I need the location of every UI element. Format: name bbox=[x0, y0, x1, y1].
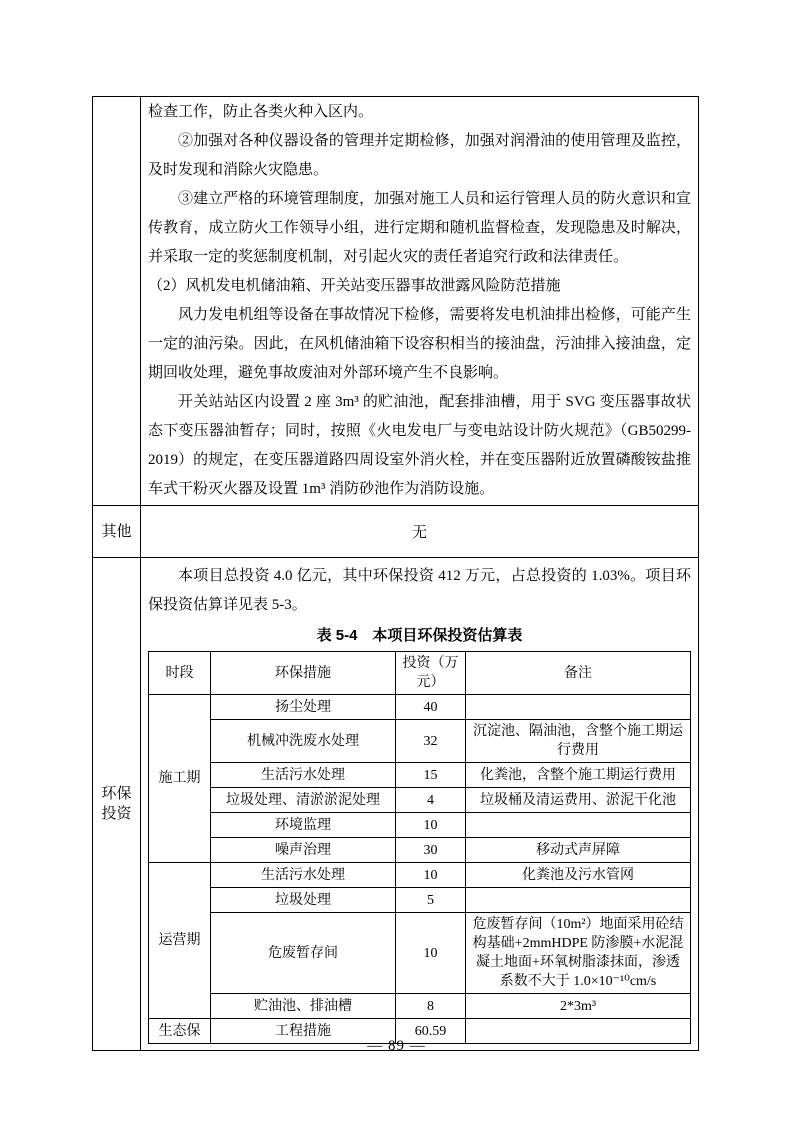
header-period: 时段 bbox=[149, 652, 211, 695]
investment-intro: 本项目总投资 4.0 亿元，其中环保投资 412 万元，占总投资的 1.03%。项目环保投资估算详见表 5-3。 bbox=[148, 568, 691, 613]
cell-period: 运营期 bbox=[149, 863, 211, 1019]
risk-paragraph: 风力发电机组等设备在事故情况下检修，需要将发电机油排出检修，可能产生一定的油污染。因此，在风机储油箱下设容积相当的接油盘，污油排入接油盘，定期回收处理，避免事故废油对外部环境产生不良影响。 bbox=[148, 307, 691, 381]
cell-note bbox=[466, 888, 691, 913]
risk-paragraph: ②加强对各种仪器设备的管理并定期检修，加强对润滑油的使用管理及监控，及时发现和消除火灾隐患。 bbox=[148, 133, 691, 178]
table-row bbox=[149, 863, 691, 888]
table-row bbox=[149, 813, 691, 838]
cell-cost: 10 bbox=[396, 813, 466, 838]
investment-table-title: 表 5-4 本项目环保投资估算表 bbox=[316, 627, 523, 644]
cell-note: 移动式声屏障 bbox=[466, 838, 691, 863]
risk-measures-content bbox=[141, 97, 698, 505]
cell-cost: 32 bbox=[396, 720, 466, 763]
cell-note: 危废暂存间（10m²）地面采用砼结构基础+2mmHDPE 防渗膜+水泥混凝土地面+环氧树脂漆抹面，渗透系数不大于 1.0×10⁻¹⁰cm/s bbox=[466, 913, 691, 994]
cell-period: 施工期 bbox=[149, 695, 211, 863]
risk-paragraph: 开关站站区内设置 2 座 3m³ 的贮油池，配套排油槽，用于 SVG 变压器事故状态下变压器油暂存；同时，按照《火电发电厂与变电站设计防火规范》（GB50299-2019）的规定，在变压器道路四周设室外消火栓，并在变压器附近放置磷酸铵盐推车式干粉灭火器及设置 1m³ 消防砂池作为消防设施。 bbox=[148, 394, 691, 497]
cell-note: 化粪池，含整个施工期运行费用 bbox=[466, 763, 691, 788]
investment-content bbox=[141, 558, 698, 1050]
cell-note bbox=[466, 813, 691, 838]
cell-cost: 8 bbox=[396, 994, 466, 1019]
cell-cost: 10 bbox=[396, 863, 466, 888]
cell-cost: 60.59 bbox=[396, 1019, 466, 1044]
cell-cost: 4 bbox=[396, 788, 466, 813]
page-number: — 89 — bbox=[367, 1038, 426, 1054]
risk-paragraph: 检查工作，防止各类火种入区内。 bbox=[148, 104, 374, 120]
cell-measure: 机械冲洗废水处理 bbox=[211, 720, 396, 763]
cell-measure: 生活污水处理 bbox=[211, 863, 396, 888]
cell-note bbox=[466, 695, 691, 720]
report-outer-table bbox=[92, 96, 699, 1051]
cell-cost: 40 bbox=[396, 695, 466, 720]
investment-row-label: 环保投资 bbox=[93, 558, 141, 1050]
other-row-label: 其他 bbox=[93, 506, 141, 557]
cell-note: 垃圾桶及清运费用、淤泥干化池 bbox=[466, 788, 691, 813]
cell-cost: 15 bbox=[396, 763, 466, 788]
cell-measure: 生活污水处理 bbox=[211, 763, 396, 788]
cell-cost: 10 bbox=[396, 913, 466, 994]
header-cost: 投资（万元） bbox=[396, 652, 466, 695]
cell-measure: 噪声治理 bbox=[211, 838, 396, 863]
cell-measure: 环境监理 bbox=[211, 813, 396, 838]
risk-row-label-empty bbox=[93, 97, 141, 505]
table-row bbox=[149, 913, 691, 994]
table-row bbox=[149, 763, 691, 788]
investment-row bbox=[93, 558, 698, 1050]
cell-note: 2*3m³ bbox=[466, 994, 691, 1019]
header-note: 备注 bbox=[466, 652, 691, 695]
table-row bbox=[149, 720, 691, 763]
table-row bbox=[149, 838, 691, 863]
risk-paragraph: ③建立严格的环境管理制度，加强对施工人员和运行管理人员的防火意识和宣传教育，成立防火工作领导小组，进行定期和随机监督检查，发现隐患及时解决，并采取一定的奖惩制度机制，对引起火灾的责任者追究行政和法律责任。 bbox=[148, 191, 691, 265]
cell-measure: 垃圾处理 bbox=[211, 888, 396, 913]
other-row bbox=[93, 506, 698, 558]
table-row bbox=[149, 695, 691, 720]
cell-note: 化粪池及污水管网 bbox=[466, 863, 691, 888]
table-row bbox=[149, 788, 691, 813]
cell-measure: 贮油池、排油槽 bbox=[211, 994, 396, 1019]
cell-cost: 30 bbox=[396, 838, 466, 863]
cell-period: 生态保 bbox=[149, 1019, 211, 1044]
cell-measure: 垃圾处理、清淤淤泥处理 bbox=[211, 788, 396, 813]
table-row bbox=[149, 888, 691, 913]
investment-table-header-row bbox=[149, 652, 691, 695]
other-row-value: 无 bbox=[411, 525, 427, 541]
cell-cost: 5 bbox=[396, 888, 466, 913]
header-measure: 环保措施 bbox=[211, 652, 396, 695]
cell-measure: 扬尘处理 bbox=[211, 695, 396, 720]
risk-paragraph: （2）风机发电机储油箱、开关站变压器事故泄露风险防范措施 bbox=[148, 278, 561, 294]
risk-measures-row bbox=[93, 97, 698, 506]
table-row bbox=[149, 994, 691, 1019]
cell-measure: 工程措施 bbox=[211, 1019, 396, 1044]
cell-note: 沉淀池、隔油池，含整个施工期运行费用 bbox=[466, 720, 691, 763]
investment-table bbox=[148, 651, 691, 1044]
cell-measure: 危废暂存间 bbox=[211, 913, 396, 994]
